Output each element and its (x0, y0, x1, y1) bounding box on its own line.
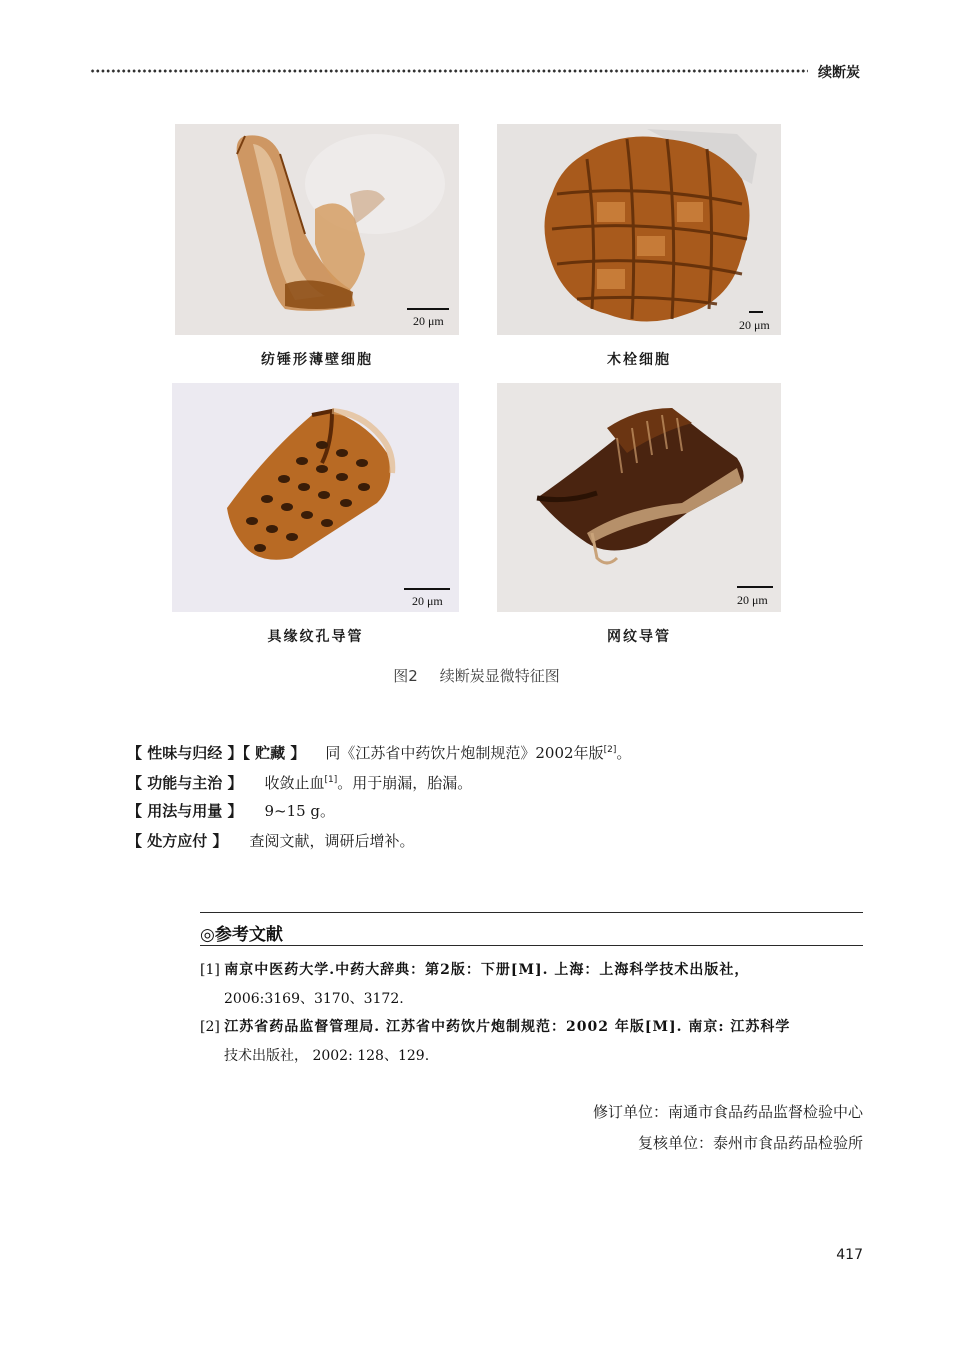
review-unit: 复核单位：泰州市食品药品检验所 (637, 1134, 863, 1152)
scale-label-2: 20 μm (739, 318, 770, 332)
micrograph-reticulate-vessel (497, 383, 781, 612)
scale-label-1: 20 μm (413, 314, 444, 328)
references-heading: ◎参考文献 (200, 925, 283, 945)
scale-label-4: 20 μm (737, 593, 768, 607)
caption-cork-cells: 木栓细胞 (607, 352, 671, 368)
figure-title-text: 续断炭显微特征图 (439, 667, 560, 685)
caption-reticulate-vessel: 网纹导管 (607, 629, 671, 645)
running-header-title: 续断炭 (818, 65, 860, 81)
property-label: 【 处方应付 】 (127, 832, 228, 850)
micrograph-bordered-pit-vessel (172, 383, 459, 612)
reference-text: 南京中医药大学.中药大辞典：第2版：下册[M]. 上海：上海科学技术出版社， (224, 962, 750, 978)
property-label: 【 功能与主治 】 (127, 774, 243, 792)
references-top-rule (200, 912, 863, 913)
scale-label-3: 20 μm (412, 594, 443, 608)
references-bottom-rule (200, 945, 863, 946)
property-tail: 。用于崩漏，胎漏。 (337, 774, 473, 792)
reference-item-1 (200, 956, 865, 1014)
property-tail: 。 (616, 744, 632, 762)
property-flavor-storage (127, 740, 631, 763)
property-value: 同《江苏省中药饮片炮制规范》2002年版 (325, 744, 604, 762)
property-value: 收敛止血 (264, 774, 325, 792)
page-number: 417 (836, 1247, 863, 1263)
reference-number: [1] (200, 962, 220, 978)
property-prescription (127, 831, 414, 851)
property-label: 【 用法与用量 】 (127, 802, 243, 820)
property-value: 9~15 g。 (264, 802, 336, 820)
figure-number: 图2 (393, 667, 418, 685)
caption-bordered-pit-vessel: 具缘纹孔导管 (267, 629, 364, 645)
property-value: 查阅文献，调研后增补。 (249, 832, 415, 850)
reference-text-cont: 2006:3169、3170、3172. (224, 991, 404, 1007)
micrograph-cork-cells (497, 124, 781, 335)
reference-text: 江苏省药品监督管理局. 江苏省中药饮片炮制规范：2002 年版[M]. 南京: 江苏科学 (224, 1019, 791, 1035)
citation-mark: [1] (324, 775, 338, 785)
property-label: 【 性味与归经 】【 贮藏 】 (127, 744, 306, 762)
property-dosage (127, 801, 335, 821)
property-function (127, 770, 472, 793)
reference-number: [2] (200, 1019, 220, 1035)
citation-mark: [2] (603, 745, 617, 755)
micrograph-spindle-parenchyma (175, 124, 459, 335)
header-dotted-rule (90, 68, 808, 74)
reference-item-2 (200, 1013, 865, 1071)
revise-unit: 修订单位：南通市食品药品监督检验中心 (592, 1103, 863, 1121)
figure-title (0, 665, 953, 686)
caption-spindle-parenchyma: 纺锤形薄壁细胞 (261, 352, 373, 368)
reference-text-cont: 技术出版社， 2002: 128、129. (224, 1048, 430, 1064)
